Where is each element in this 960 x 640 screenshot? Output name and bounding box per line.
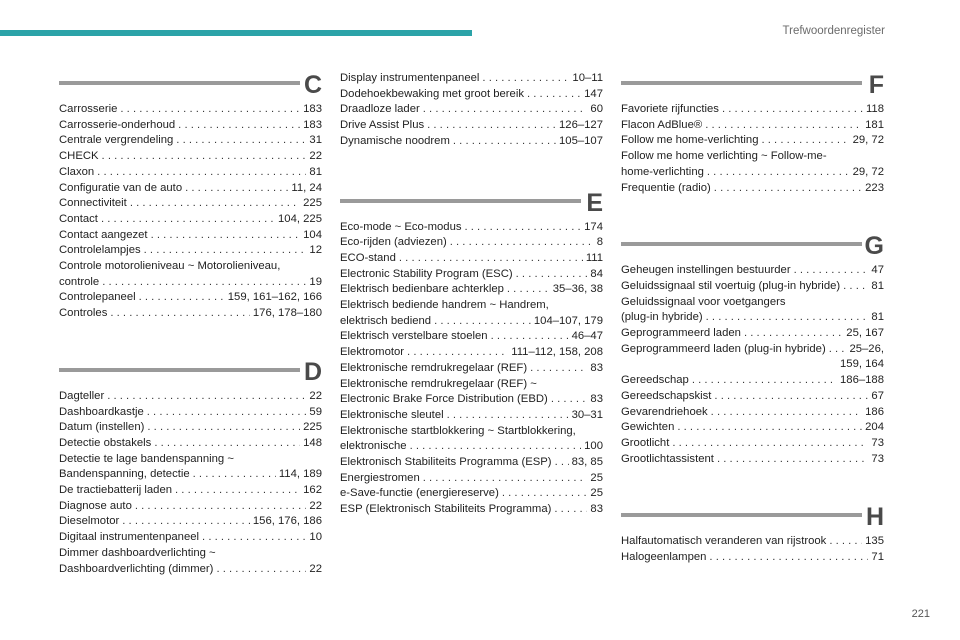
index-entry [621, 279, 884, 295]
dot-leader [722, 102, 863, 118]
dot-leader [717, 452, 868, 468]
dot-leader [154, 436, 300, 452]
dot-leader [491, 329, 569, 345]
index-entry [621, 118, 884, 134]
index-entry-page: 104–107, 179 [533, 314, 603, 327]
dot-leader [147, 405, 307, 421]
index-entry-label: Contact [59, 212, 98, 225]
index-entry [340, 267, 603, 283]
index-entry-label: Halfautomatisch veranderen van rijstrook [621, 535, 827, 548]
index-entry [340, 345, 603, 361]
index-entry-label: Flacon AdBlue® [621, 118, 703, 131]
index-entry-label: Eco-rijden (adviezen) [340, 236, 447, 249]
index-entry [59, 228, 322, 244]
index-entry-label: Connectiviteit [59, 197, 127, 210]
index-entry [621, 263, 884, 279]
dot-leader [216, 562, 306, 578]
index-entry [340, 87, 603, 103]
index-entry-page: 47 [871, 264, 884, 277]
index-entry-page: 105–107 [559, 134, 603, 147]
index-entry [340, 486, 603, 502]
index-entry-label: Eco-mode ~ Eco-modus [340, 220, 462, 233]
index-entry-label: De tractiebatterij laden [59, 484, 173, 497]
dot-leader [502, 486, 588, 502]
dot-leader [447, 408, 569, 424]
index-entry-page: 29, 72 [852, 134, 884, 147]
index-entry [59, 467, 322, 483]
dot-leader [482, 71, 569, 87]
index-entry-page: 148 [303, 436, 322, 449]
index-entry-label: home-verlichting [621, 165, 704, 178]
section-letter: C [303, 71, 322, 99]
index-entry [340, 282, 603, 298]
index-column-2 [340, 71, 603, 518]
index-entry [340, 502, 603, 518]
section-letter: G [864, 232, 884, 261]
dot-leader [135, 499, 307, 515]
section-header [340, 190, 603, 220]
index-entry-label: (plug-in hybride) [621, 311, 703, 324]
index-entry-page: 12 [309, 244, 322, 257]
index-entry [340, 314, 603, 330]
index-entry-label: Electronic Brake Force Distribution (EBD) [340, 393, 548, 406]
dot-leader [709, 550, 868, 566]
dot-leader [692, 373, 837, 389]
index-entry-page: 67 [871, 389, 884, 402]
index-entry-page: 100 [584, 440, 603, 453]
index-entry-label: Geluidssignaal stil voertuig (plug-in hybride) [621, 279, 841, 292]
section-header [621, 233, 884, 263]
index-entry [59, 212, 322, 228]
index-entry [621, 165, 884, 181]
dot-leader [185, 181, 288, 197]
section-d [59, 359, 322, 577]
index-entry-page: 162 [303, 484, 322, 497]
index-entry-page: 83, 85 [571, 456, 603, 469]
index-entry-prefix: Follow me home verlichting ~ Follow-me- [621, 150, 827, 163]
index-entry-page: 73 [871, 452, 884, 465]
dot-leader [410, 439, 582, 455]
index-entry [340, 102, 603, 118]
index-entry-page: 83 [590, 393, 603, 406]
index-entry-label: Carrosserie-onderhoud [59, 118, 176, 131]
index-entry-label: Elektronische sleutel [340, 408, 444, 421]
index-entry [340, 361, 603, 377]
index-entry-prefix: Dimmer dashboardverlichting ~ [59, 546, 216, 559]
dot-leader [465, 220, 582, 236]
section-rule [59, 81, 300, 85]
index-entry-label: Draadloze lader [340, 103, 420, 116]
index-entry [59, 420, 322, 436]
index-entry [59, 118, 322, 134]
index-entry-page: 176, 178–180 [252, 307, 322, 320]
index-entry-label: Dagteller [59, 389, 105, 402]
dot-leader [399, 251, 583, 267]
index-entry-label: ESP (Elektronisch Stabiliteits Programma) [340, 503, 552, 516]
dot-leader [554, 502, 587, 518]
index-entry-page: 156, 176, 186 [252, 515, 322, 528]
section-letter: H [865, 503, 884, 532]
index-entry-prefix: Elektrisch bediende handrem ~ Handrem, [340, 299, 549, 312]
section-rule [621, 81, 862, 85]
index-entry-page: 31 [309, 134, 322, 147]
index-entry-page: 60 [590, 103, 603, 116]
index-entry-label: Gevarendriehoek [621, 405, 708, 418]
index-entry [59, 196, 322, 212]
dot-leader [175, 483, 300, 499]
index-entry-page: 147 [584, 87, 603, 100]
index-entry-label: CHECK [59, 150, 99, 163]
index-entry [621, 436, 884, 452]
index-entry-page: 22 [309, 389, 322, 402]
index-entry-label: controle [59, 275, 100, 288]
index-entry-page: 25 [590, 487, 603, 500]
index-entry-prefix: Elektronische startblokkering ~ Startblokkering, [340, 424, 576, 437]
section-header [59, 72, 322, 102]
dot-leader [677, 420, 862, 436]
dot-leader [530, 361, 587, 377]
index-entry [621, 452, 884, 468]
dot-leader [193, 467, 276, 483]
index-entry-label: Dashboardverlichting (dimmer) [59, 562, 214, 575]
index-entry-label: Elektromotor [340, 346, 405, 359]
index-entry-prefix: Elektronische remdrukregelaar (REF) ~ [340, 377, 537, 390]
index-entry-page: 10 [309, 531, 322, 544]
dot-leader [144, 243, 307, 259]
section-header [59, 359, 322, 389]
index-entry-label: Gereedschap [621, 374, 689, 387]
section-letter: D [303, 357, 322, 386]
dot-leader [151, 228, 301, 244]
dot-leader [762, 133, 850, 149]
header-accent-bar [0, 30, 472, 36]
index-entry-page: 8 [596, 236, 603, 249]
index-entry-label: Frequentie (radio) [621, 181, 711, 194]
section-c [59, 72, 322, 322]
index-entry-page: 84 [590, 267, 603, 280]
index-entry [59, 133, 322, 149]
dot-leader [202, 530, 306, 546]
index-entry [621, 420, 884, 436]
index-entry-page: 22 [309, 562, 322, 575]
index-entry-page: 174 [584, 220, 603, 233]
dot-leader [829, 342, 847, 358]
index-entry [340, 392, 603, 408]
index-entry [59, 514, 322, 530]
section-f [621, 72, 884, 196]
index-entry [59, 436, 322, 452]
index-entry [59, 562, 322, 578]
index-entry-label: Elektronische remdrukregelaar (REF) [340, 361, 528, 374]
index-entry [621, 310, 884, 326]
dot-leader [120, 102, 300, 118]
index-entry [340, 408, 603, 424]
index-entry [59, 290, 322, 306]
dot-leader [843, 279, 868, 295]
index-entry-page: 81 [309, 165, 322, 178]
dot-leader [97, 165, 306, 181]
dot-leader [139, 290, 225, 306]
page-number: 221 [911, 608, 930, 620]
index-entry-label: Dieselmotor [59, 515, 120, 528]
index-entry-page: 30–31 [571, 408, 603, 421]
index-entry-label: Dashboardkastje [59, 405, 144, 418]
index-entry [59, 165, 322, 181]
index-entry-page: 35–36, 38 [552, 283, 603, 296]
index-entry-label: Display instrumentenpaneel [340, 72, 480, 84]
index-entry-label: Follow me home-verlichting [621, 134, 759, 147]
index-entry-page: 81 [871, 311, 884, 324]
index-entry [621, 534, 884, 550]
index-entry [59, 389, 322, 405]
index-entry [621, 342, 884, 358]
index-entry-label: Controles [59, 307, 108, 320]
index-entry-label: e-Save-functie (energiereserve) [340, 487, 499, 500]
dot-leader [176, 133, 306, 149]
index-entry-page: 46–47 [571, 330, 603, 343]
index-column-1 [59, 72, 322, 577]
index-entry-page: 225 [303, 197, 322, 210]
section-e [340, 190, 603, 518]
dot-leader [178, 118, 300, 134]
index-entry-page: 22 [309, 499, 322, 512]
dot-leader [706, 310, 869, 326]
index-entry-label: Datum (instellen) [59, 421, 145, 434]
index-entry [59, 530, 322, 546]
page-header-title: Trefwoordenregister [782, 25, 885, 37]
index-entry-label: Bandenspanning, detectie [59, 468, 190, 481]
section-rule [340, 199, 581, 203]
index-entry [340, 251, 603, 267]
index-entry-label: Dodehoekbewaking met groot bereik [340, 87, 524, 100]
index-entry [340, 118, 603, 134]
dot-leader [794, 263, 869, 279]
index-entry [59, 181, 322, 197]
index-entry [59, 275, 322, 291]
index-entry-page: 118 [865, 103, 884, 115]
index-entry-page: 81 [871, 279, 884, 292]
index-entry-page: 19 [309, 275, 322, 288]
dot-leader [714, 389, 868, 405]
index-entry-label: Contact aangezet [59, 228, 148, 241]
dot-leader [707, 165, 850, 181]
index-entry-page: 104, 225 [278, 212, 322, 225]
index-entry [340, 329, 603, 345]
index-entry-label: elektronische [340, 440, 407, 453]
index-entry-page: 126–127 [559, 119, 603, 132]
index-entry [59, 149, 322, 165]
dot-leader [705, 118, 862, 134]
index-entry-label: Gewichten [621, 421, 675, 434]
index-entry-page: 83 [590, 503, 603, 516]
index-entry [59, 306, 322, 322]
index-entry [621, 102, 884, 118]
index-entry-page: 29, 72 [852, 165, 884, 178]
index-entry-label: Favoriete rijfuncties [621, 103, 719, 115]
index-entry-page-continued: 159, 164 [840, 358, 884, 371]
dot-leader [551, 392, 588, 408]
index-entry-label: elektrisch bediend [340, 314, 432, 327]
dot-leader [507, 282, 550, 298]
index-entry-page: 186–188 [840, 374, 884, 387]
index-entry-page: 22 [309, 150, 322, 163]
index-entry-label: Claxon [59, 165, 95, 178]
index-entry [340, 134, 603, 150]
index-entry-label: Controlepaneel [59, 291, 136, 304]
index-entry [340, 71, 603, 87]
dot-leader [423, 102, 588, 118]
index-entry-page: 204 [865, 421, 884, 434]
dot-leader [450, 235, 594, 251]
index-entry-page: 111–112, 158, 208 [511, 346, 603, 359]
index-entry-page: 183 [303, 103, 322, 115]
dot-leader [122, 514, 250, 530]
dot-leader [107, 389, 306, 405]
section-h [621, 504, 884, 565]
index-entry-page: 159, 161–162, 166 [227, 291, 322, 304]
index-entry-label: Carrosserie [59, 103, 118, 115]
index-entry-page: 135 [865, 535, 884, 548]
index-entry-prefix: Detectie te lage bandenspanning ~ [59, 452, 234, 465]
index-entry-prefix: Geluidssignaal voor voetgangers [621, 295, 786, 308]
dot-leader [102, 149, 307, 165]
index-entry-label: Controlelampjes [59, 244, 141, 257]
index-entry-page: 10–11 [572, 72, 603, 84]
index-entry-label: Electronic Stability Program (ESC) [340, 267, 513, 280]
index-entry-label: Geprogrammeerd laden [621, 327, 741, 340]
dot-leader [434, 314, 531, 330]
index-entry [621, 373, 884, 389]
dot-leader [453, 134, 556, 150]
section-d-continued [340, 71, 603, 150]
dot-leader [110, 306, 250, 322]
dot-leader [829, 534, 862, 550]
index-entry [340, 220, 603, 236]
index-entry-label: Dynamische noodrem [340, 134, 450, 147]
section-header [621, 504, 884, 534]
section-g [621, 233, 884, 467]
index-entry-page: 25 [590, 471, 603, 484]
index-entry-label: Elektrisch bedienbare achterklep [340, 283, 504, 296]
dot-leader [147, 420, 300, 436]
index-entry-page: 25–26, [849, 342, 884, 355]
section-letter: F [868, 71, 884, 99]
index-entry [59, 102, 322, 118]
index-entry-page: 111 [585, 251, 603, 264]
dot-leader [744, 326, 843, 342]
index-entry-label: Geprogrammeerd laden (plug-in hybride) [621, 342, 826, 355]
index-entry [59, 483, 322, 499]
section-rule [621, 513, 862, 517]
index-entry-page: 71 [871, 551, 884, 564]
index-entry-label: Halogeenlampen [621, 551, 707, 564]
dot-leader [516, 267, 588, 283]
index-entry-page: 183 [303, 118, 322, 131]
index-entry-label: Gereedschapskist [621, 389, 712, 402]
index-entry-page: 104 [303, 228, 322, 241]
dot-leader [423, 471, 588, 487]
index-entry [59, 499, 322, 515]
index-entry-page: 225 [303, 421, 322, 434]
index-entry-label: Grootlicht [621, 436, 670, 449]
index-entry-label: Elektronisch Stabiliteits Programma (ESP) [340, 456, 552, 469]
index-entry-page: 25, 167 [846, 327, 884, 340]
index-entry [340, 455, 603, 471]
index-entry-page: 73 [871, 436, 884, 449]
dot-leader [714, 181, 862, 197]
index-entry-label: ECO-stand [340, 251, 396, 264]
index-entry-page: 181 [865, 118, 884, 131]
index-entry [621, 133, 884, 149]
section-header [621, 72, 884, 102]
index-entry-label: Detectie obstakels [59, 436, 152, 449]
index-entry-label: Digitaal instrumentenpaneel [59, 531, 200, 544]
index-entry-page: 114, 189 [278, 468, 322, 481]
index-entry-label: Diagnose auto [59, 499, 132, 512]
dot-leader [527, 87, 581, 103]
index-entry [621, 389, 884, 405]
index-entry-page: 83 [590, 361, 603, 374]
index-entry-label: Geheugen instellingen bestuurder [621, 264, 791, 277]
index-entry [59, 405, 322, 421]
index-entry-page: 11, 24 [291, 181, 322, 194]
index-entry [340, 235, 603, 251]
index-entry-label: Drive Assist Plus [340, 119, 425, 132]
index-entry-label: Elektrisch verstelbare stoelen [340, 330, 488, 343]
index-entry [340, 439, 603, 455]
dot-leader [407, 345, 508, 361]
dot-leader [427, 118, 556, 134]
index-entry-prefix: Controle motorolieniveau ~ Motorolieniveau, [59, 260, 281, 273]
index-column-3 [621, 72, 884, 566]
index-entry-page: 223 [865, 181, 884, 194]
index-entry [621, 326, 884, 342]
dot-leader [711, 405, 862, 421]
dot-leader [102, 275, 306, 291]
dot-leader [101, 212, 275, 228]
index-entry-label: Grootlichtassistent [621, 452, 714, 465]
dot-leader [555, 455, 569, 471]
index-entry-label: Configuratie van de auto [59, 181, 183, 194]
section-rule [621, 242, 862, 246]
index-entry-label: Energiestromen [340, 471, 420, 484]
section-rule [59, 368, 300, 372]
index-entry [59, 243, 322, 259]
section-letter: E [586, 188, 603, 217]
dot-leader [672, 436, 868, 452]
index-entry-label: Centrale vergrendeling [59, 134, 174, 147]
index-entry [621, 181, 884, 197]
index-entry-page: 59 [309, 405, 322, 418]
index-entry [340, 471, 603, 487]
index-entry-page: 186 [865, 405, 884, 418]
index-entry [621, 550, 884, 566]
dot-leader [130, 196, 300, 212]
index-entry [621, 405, 884, 421]
